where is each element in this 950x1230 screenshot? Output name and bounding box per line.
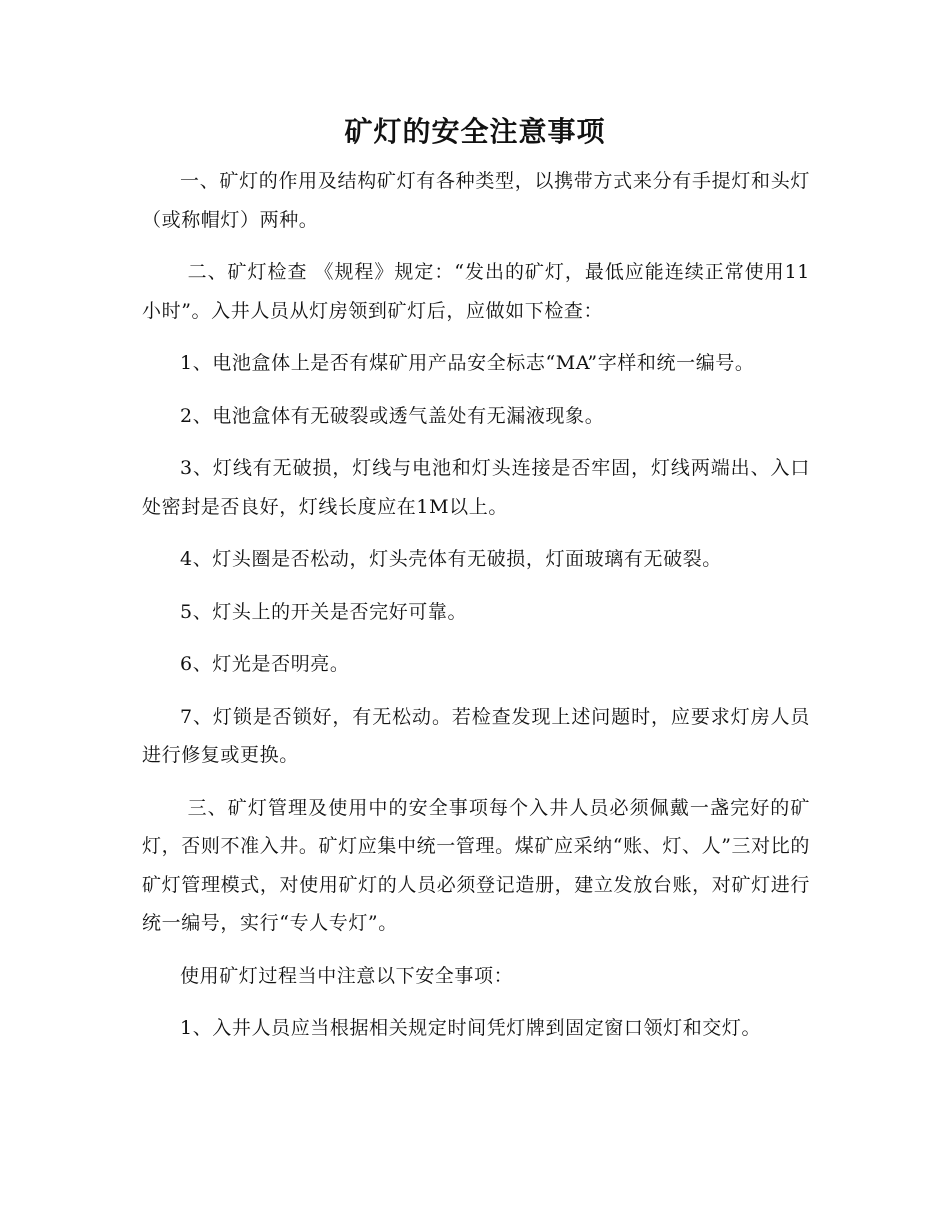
- paragraph-check-6: 6、灯光是否明亮。: [180, 653, 350, 675]
- document-body: [142, 162, 810, 1048]
- paragraph-check-7: 7、灯锁是否锁好，有无松动。若检查发现上述问题时，应要求灯房人员进行修复或更换。: [142, 705, 810, 766]
- paragraph-check-2: 2、电池盒体有无破裂或透气盖处有无漏液现象。: [180, 404, 605, 427]
- paragraph-check-5: 5、灯头上的开关是否完好可靠。: [180, 600, 468, 623]
- paragraph-usage-1: 1、入井人员应当根据相关规定时间凭灯牌到固定窗口领灯和交灯。: [180, 1017, 762, 1039]
- paragraph-check-1: 1、电池盒体上是否有煤矿用产品安全标志“MA”字样和统一编号。: [180, 352, 755, 374]
- paragraph-check-4: 4、灯头圈是否松动，灯头壳体有无破损，灯面玻璃有无破裂。: [180, 548, 722, 570]
- paragraph-structure: 一、矿灯的作用及结构矿灯有各种类型，以携带方式来分有手提灯和头灯（或称帽灯）两种。: [142, 170, 810, 231]
- document-title: 矿灯的安全注意事项: [344, 115, 606, 148]
- paragraph-management: 三、矿灯管理及使用中的安全事项每个入井人员必须佩戴一盏完好的矿灯，否则不准入井。矿灯应集中统一管理。煤矿应采纳“账、灯、人”三对比的矿灯管理模式，对使用矿灯的人员必须登记造册，建立发放台账，对矿灯进行统一编号，实行“专人专灯”。: [142, 796, 810, 934]
- paragraph-check-3: 3、灯线有无破损，灯线与电池和灯头连接是否牢固，灯线两端出、入口处密封是否良好，灯线长度应在1M以上。: [142, 457, 810, 518]
- paragraph-usage-intro: 使用矿灯过程当中注意以下安全事项：: [180, 964, 514, 987]
- paragraph-inspection: 二、矿灯检查 《规程》规定：“发出的矿灯，最低应能连续正常使用11小时”。入井人员从灯房领到矿灯后，应做如下检查：: [142, 261, 810, 322]
